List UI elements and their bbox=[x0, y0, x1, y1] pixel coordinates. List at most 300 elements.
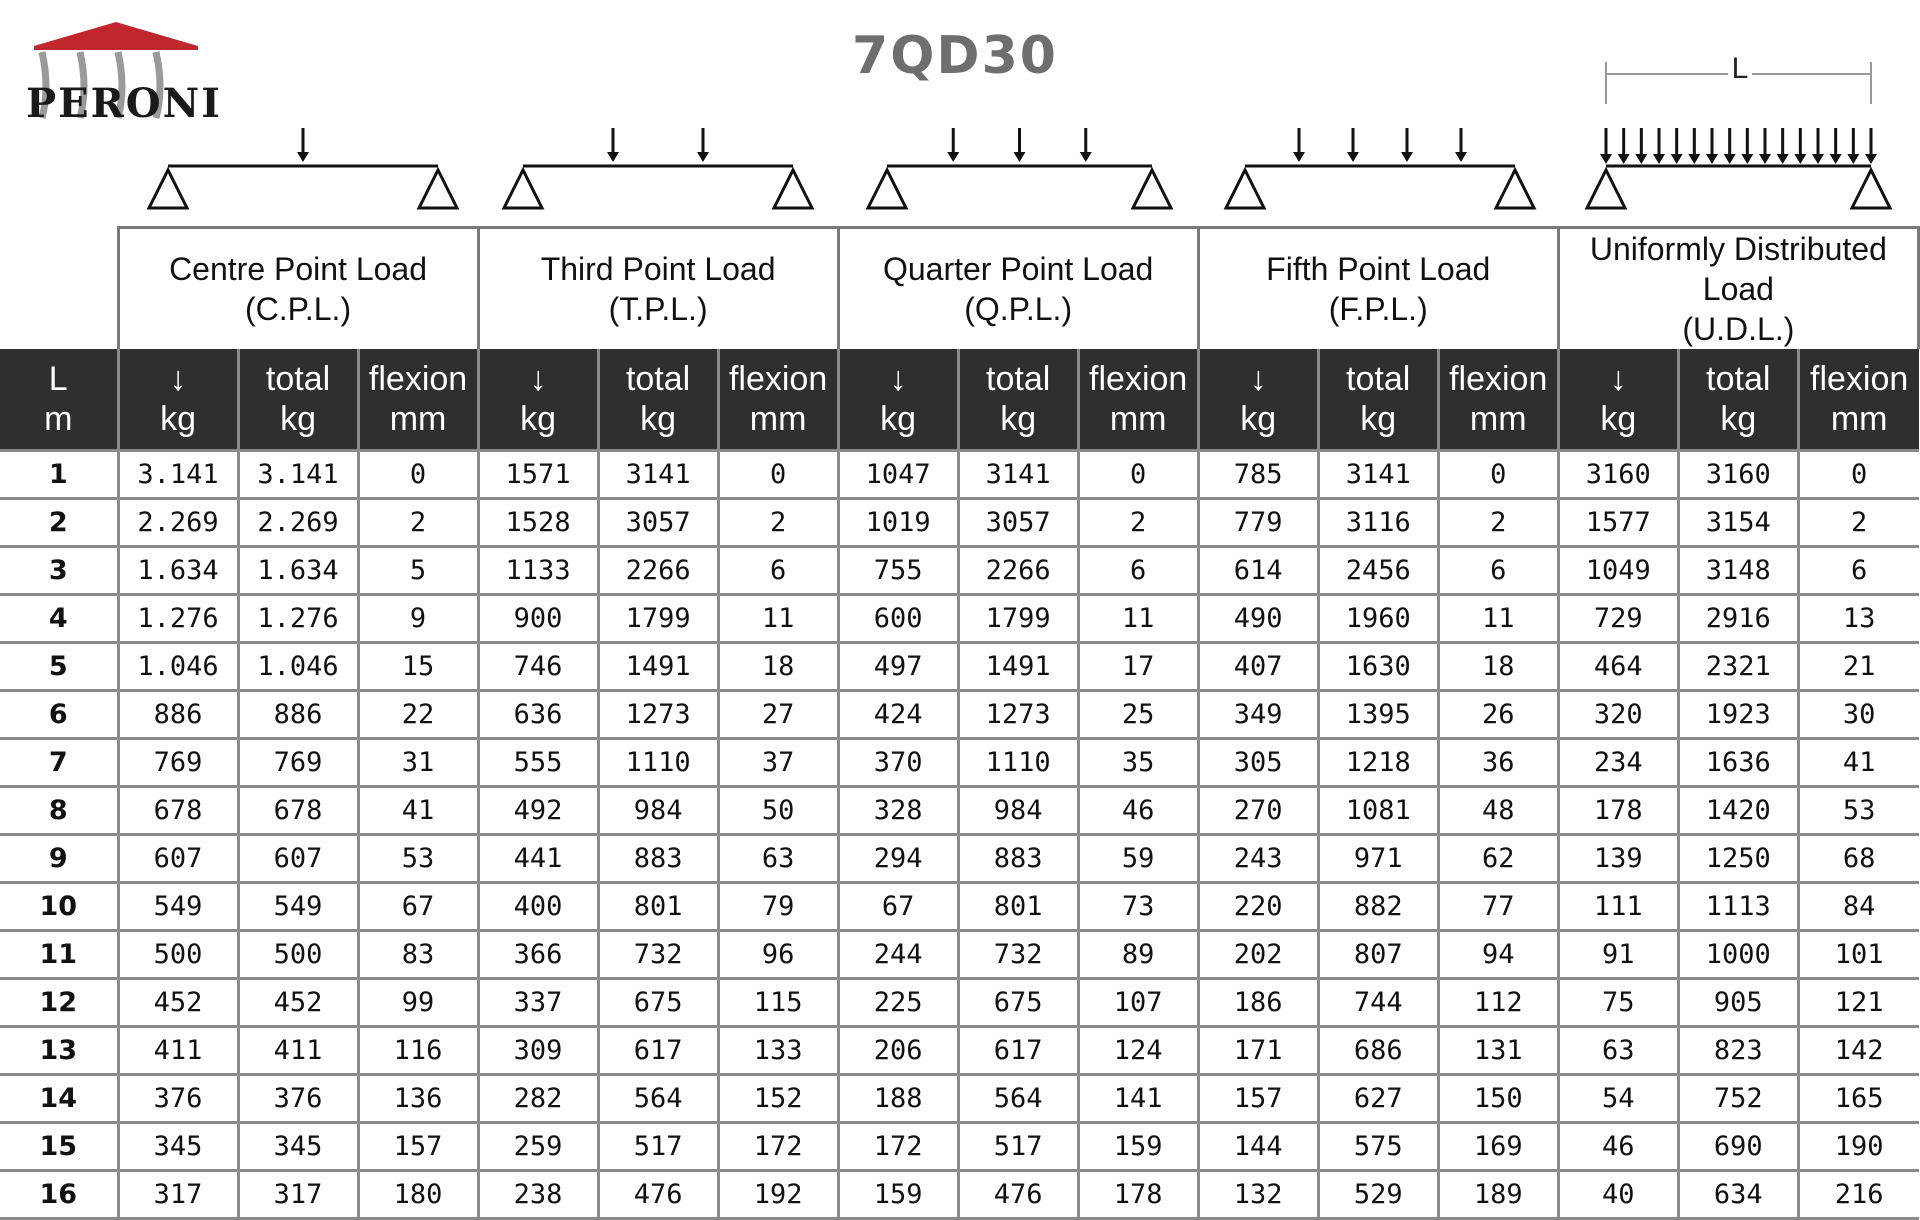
span-length-cell: 5 bbox=[0, 643, 118, 691]
total-cell: 3148 bbox=[1678, 547, 1798, 595]
col-header-flexion bbox=[718, 349, 838, 451]
table-row bbox=[0, 787, 1919, 835]
table-row bbox=[0, 451, 1919, 499]
span-length-cell: 12 bbox=[0, 979, 118, 1027]
flexion-cell: 17 bbox=[1078, 643, 1198, 691]
flexion-cell: 35 bbox=[1078, 739, 1198, 787]
load-cell: 54 bbox=[1558, 1075, 1678, 1123]
flexion-cell: 2 bbox=[1438, 499, 1558, 547]
flexion-cell: 141 bbox=[1078, 1075, 1198, 1123]
total-cell: 1420 bbox=[1678, 787, 1798, 835]
load-cell: 1571 bbox=[478, 451, 598, 499]
total-cell: 2916 bbox=[1678, 595, 1798, 643]
total-cell: 752 bbox=[1678, 1075, 1798, 1123]
total-cell: 376 bbox=[238, 1075, 358, 1123]
flexion-cell: 48 bbox=[1438, 787, 1558, 835]
load-cell: 186 bbox=[1198, 979, 1318, 1027]
load-cell: 769 bbox=[118, 739, 238, 787]
group-abbr: (T.P.L.) bbox=[608, 291, 708, 327]
load-cell: 1.634 bbox=[118, 547, 238, 595]
load-cell: 91 bbox=[1558, 931, 1678, 979]
flexion-cell: 124 bbox=[1078, 1027, 1198, 1075]
load-cell: 282 bbox=[478, 1075, 598, 1123]
load-cell: 779 bbox=[1198, 499, 1318, 547]
table-body bbox=[0, 451, 1919, 1219]
load-cell: 492 bbox=[478, 787, 598, 835]
flexion-cell: 6 bbox=[1438, 547, 1558, 595]
total-cell: 634 bbox=[1678, 1171, 1798, 1219]
load-case-header-row bbox=[0, 228, 1919, 350]
flexion-cell: 15 bbox=[358, 643, 478, 691]
flexion-cell: 36 bbox=[1438, 739, 1558, 787]
col-header-flexion-label: flexion bbox=[1089, 360, 1188, 398]
flexion-cell: 115 bbox=[718, 979, 838, 1027]
flexion-cell: 41 bbox=[1798, 739, 1918, 787]
col-header-total-unit: kg bbox=[1000, 400, 1037, 438]
down-arrow-icon: ↓ bbox=[529, 360, 547, 398]
load-cell: 317 bbox=[118, 1171, 238, 1219]
col-header-flexion bbox=[358, 349, 478, 451]
total-cell: 675 bbox=[598, 979, 718, 1027]
total-cell: 3141 bbox=[958, 451, 1078, 499]
load-cell: 464 bbox=[1558, 643, 1678, 691]
down-arrow-icon: ↓ bbox=[169, 360, 187, 398]
down-arrow-icon bbox=[1014, 152, 1026, 162]
table-row bbox=[0, 643, 1919, 691]
flexion-cell: 67 bbox=[358, 883, 478, 931]
col-header-load-unit: kg bbox=[160, 400, 196, 438]
load-cell: 886 bbox=[118, 691, 238, 739]
col-header-load bbox=[838, 349, 958, 451]
flexion-cell: 77 bbox=[1438, 883, 1558, 931]
load-table-wrap bbox=[0, 226, 1920, 1220]
down-arrow-icon: ↓ bbox=[1609, 360, 1627, 398]
span-length-label: L bbox=[1728, 52, 1752, 86]
col-header-total-label: total bbox=[265, 360, 331, 398]
flexion-cell: 6 bbox=[1078, 547, 1198, 595]
flexion-cell: 53 bbox=[1798, 787, 1918, 835]
table-row bbox=[0, 1123, 1919, 1171]
down-arrow-icon: ↓ bbox=[889, 360, 907, 398]
total-cell: 905 bbox=[1678, 979, 1798, 1027]
col-header-total-label: total bbox=[1706, 360, 1771, 398]
load-cell: 188 bbox=[838, 1075, 958, 1123]
load-cell: 1019 bbox=[838, 499, 958, 547]
col-header-flexion-label: flexion bbox=[728, 360, 828, 398]
load-cell: 349 bbox=[1198, 691, 1318, 739]
load-cell: 1.046 bbox=[118, 643, 238, 691]
col-header-total-unit: kg bbox=[640, 400, 677, 438]
col-header-total-unit: kg bbox=[280, 400, 316, 438]
col-header-total-unit: kg bbox=[1360, 400, 1397, 438]
flexion-cell: 27 bbox=[718, 691, 838, 739]
load-cell: 337 bbox=[478, 979, 598, 1027]
flexion-cell: 96 bbox=[718, 931, 838, 979]
total-cell: 675 bbox=[958, 979, 1078, 1027]
load-cell: 497 bbox=[838, 643, 958, 691]
flexion-cell: 84 bbox=[1798, 883, 1918, 931]
flexion-cell: 25 bbox=[1078, 691, 1198, 739]
total-cell: 617 bbox=[958, 1027, 1078, 1075]
load-cell: 206 bbox=[838, 1027, 958, 1075]
down-arrow-icon bbox=[1759, 154, 1771, 164]
total-cell: 317 bbox=[238, 1171, 358, 1219]
col-header-load bbox=[118, 349, 238, 451]
total-cell: 2266 bbox=[598, 547, 718, 595]
load-cell: 614 bbox=[1198, 547, 1318, 595]
load-cell: 225 bbox=[838, 979, 958, 1027]
total-cell: 476 bbox=[958, 1171, 1078, 1219]
total-cell: 686 bbox=[1318, 1027, 1438, 1075]
down-arrow-icon: ↓ bbox=[1249, 360, 1267, 398]
flexion-cell: 2 bbox=[1078, 499, 1198, 547]
col-header-flexion bbox=[1438, 349, 1558, 451]
load-cell: 636 bbox=[478, 691, 598, 739]
group-name: Quarter Point Load bbox=[882, 251, 1154, 287]
span-length-cell: 13 bbox=[0, 1027, 118, 1075]
table-row bbox=[0, 883, 1919, 931]
span-length-cell: 4 bbox=[0, 595, 118, 643]
load-cell: 220 bbox=[1198, 883, 1318, 931]
total-cell: 2321 bbox=[1678, 643, 1798, 691]
col-header-load-unit: kg bbox=[1240, 400, 1277, 438]
load-cell: 234 bbox=[1558, 739, 1678, 787]
load-cell: 132 bbox=[1198, 1171, 1318, 1219]
group-name: Third Point Load bbox=[540, 251, 776, 287]
load-cell: 746 bbox=[478, 643, 598, 691]
col-header-flexion-unit: mm bbox=[1469, 400, 1527, 438]
flexion-cell: 165 bbox=[1798, 1075, 1918, 1123]
load-cell: 376 bbox=[118, 1075, 238, 1123]
down-arrow-icon bbox=[1455, 152, 1467, 162]
table-row bbox=[0, 979, 1919, 1027]
load-cell: 75 bbox=[1558, 979, 1678, 1027]
flexion-cell: 0 bbox=[358, 451, 478, 499]
col-header-length-unit: m bbox=[44, 400, 73, 438]
col-header-load-unit: kg bbox=[880, 400, 917, 438]
load-cell: 309 bbox=[478, 1027, 598, 1075]
load-cell: 328 bbox=[838, 787, 958, 835]
total-cell: 984 bbox=[598, 787, 718, 835]
down-arrow-icon bbox=[1777, 154, 1789, 164]
total-cell: 345 bbox=[238, 1123, 358, 1171]
total-cell: 732 bbox=[958, 931, 1078, 979]
total-cell: 1273 bbox=[598, 691, 718, 739]
down-arrow-icon bbox=[1653, 154, 1665, 164]
flexion-cell: 190 bbox=[1798, 1123, 1918, 1171]
total-cell: 1113 bbox=[1678, 883, 1798, 931]
total-cell: 1491 bbox=[598, 643, 718, 691]
span-length-cell: 14 bbox=[0, 1075, 118, 1123]
down-arrow-icon bbox=[1741, 154, 1753, 164]
down-arrow-icon bbox=[1618, 154, 1630, 164]
flexion-cell: 94 bbox=[1438, 931, 1558, 979]
down-arrow-icon bbox=[1706, 154, 1718, 164]
flexion-cell: 131 bbox=[1438, 1027, 1558, 1075]
flexion-cell: 142 bbox=[1798, 1027, 1918, 1075]
col-header-load bbox=[1558, 349, 1678, 451]
total-cell: 1218 bbox=[1318, 739, 1438, 787]
table-row bbox=[0, 931, 1919, 979]
load-cell: 63 bbox=[1558, 1027, 1678, 1075]
load-cell: 3160 bbox=[1558, 451, 1678, 499]
span-length-cell: 8 bbox=[0, 787, 118, 835]
flexion-cell: 9 bbox=[358, 595, 478, 643]
total-cell: 2266 bbox=[958, 547, 1078, 595]
total-cell: 1.634 bbox=[238, 547, 358, 595]
flexion-cell: 68 bbox=[1798, 835, 1918, 883]
down-arrow-icon bbox=[1635, 154, 1647, 164]
col-header-flexion bbox=[1078, 349, 1198, 451]
total-cell: 411 bbox=[238, 1027, 358, 1075]
span-length-cell: 9 bbox=[0, 835, 118, 883]
flexion-cell: 112 bbox=[1438, 979, 1558, 1027]
load-cell: 600 bbox=[838, 595, 958, 643]
column-header-row bbox=[0, 349, 1919, 451]
flexion-cell: 133 bbox=[718, 1027, 838, 1075]
col-header-flexion-unit: mm bbox=[389, 400, 447, 438]
total-cell: 517 bbox=[598, 1123, 718, 1171]
total-cell: 1923 bbox=[1678, 691, 1798, 739]
col-header-total-label: total bbox=[986, 360, 1051, 398]
load-cell: 1047 bbox=[838, 451, 958, 499]
total-cell: 3141 bbox=[598, 451, 718, 499]
table-row bbox=[0, 691, 1919, 739]
col-header-flexion-label: flexion bbox=[1810, 360, 1909, 398]
total-cell: 564 bbox=[958, 1075, 1078, 1123]
load-cell: 40 bbox=[1558, 1171, 1678, 1219]
flexion-cell: 83 bbox=[358, 931, 478, 979]
table-row bbox=[0, 499, 1919, 547]
group-name: Fifth Point Load bbox=[1266, 251, 1491, 287]
table-row bbox=[0, 547, 1919, 595]
load-table bbox=[0, 226, 1920, 1220]
load-cell: 2.269 bbox=[118, 499, 238, 547]
load-cell: 159 bbox=[838, 1171, 958, 1219]
support-triangle-icon bbox=[504, 170, 542, 208]
table-row bbox=[0, 1075, 1919, 1123]
flexion-cell: 178 bbox=[1078, 1171, 1198, 1219]
load-cell: 785 bbox=[1198, 451, 1318, 499]
load-cell: 171 bbox=[1198, 1027, 1318, 1075]
total-cell: 971 bbox=[1318, 835, 1438, 883]
col-header-total bbox=[1318, 349, 1438, 451]
col-header-length bbox=[0, 349, 118, 451]
down-arrow-icon bbox=[297, 152, 309, 162]
flexion-cell: 13 bbox=[1798, 595, 1918, 643]
total-cell: 801 bbox=[958, 883, 1078, 931]
total-cell: 452 bbox=[238, 979, 358, 1027]
col-header-load bbox=[1198, 349, 1318, 451]
support-triangle-icon bbox=[774, 170, 812, 208]
flexion-cell: 30 bbox=[1798, 691, 1918, 739]
group-header-qpl bbox=[838, 228, 1198, 350]
col-header-length-label: L bbox=[48, 360, 68, 398]
total-cell: 1110 bbox=[958, 739, 1078, 787]
total-cell: 2456 bbox=[1318, 547, 1438, 595]
total-cell: 3141 bbox=[1318, 451, 1438, 499]
total-cell: 744 bbox=[1318, 979, 1438, 1027]
load-cell: 370 bbox=[838, 739, 958, 787]
total-cell: 500 bbox=[238, 931, 358, 979]
total-cell: 882 bbox=[1318, 883, 1438, 931]
down-arrow-icon bbox=[1847, 154, 1859, 164]
col-header-total bbox=[598, 349, 718, 451]
load-cell: 1528 bbox=[478, 499, 598, 547]
total-cell: 883 bbox=[598, 835, 718, 883]
col-header-total-label: total bbox=[1346, 360, 1411, 398]
load-cell: 270 bbox=[1198, 787, 1318, 835]
total-cell: 1630 bbox=[1318, 643, 1438, 691]
col-header-flexion-unit: mm bbox=[749, 400, 807, 438]
flexion-cell: 0 bbox=[718, 451, 838, 499]
total-cell: 564 bbox=[598, 1075, 718, 1123]
flexion-cell: 31 bbox=[358, 739, 478, 787]
total-cell: 1799 bbox=[958, 595, 1078, 643]
table-row bbox=[0, 1027, 1919, 1075]
table-row bbox=[0, 835, 1919, 883]
span-length-cell: 2 bbox=[0, 499, 118, 547]
flexion-cell: 41 bbox=[358, 787, 478, 835]
down-arrow-icon bbox=[1347, 152, 1359, 162]
load-cell: 755 bbox=[838, 547, 958, 595]
page-title: 7QD30 bbox=[852, 26, 1058, 86]
flexion-cell: 99 bbox=[358, 979, 478, 1027]
group-header-udl bbox=[1558, 228, 1918, 350]
total-cell: 3057 bbox=[598, 499, 718, 547]
flexion-cell: 0 bbox=[1438, 451, 1558, 499]
down-arrow-icon bbox=[1688, 154, 1700, 164]
total-cell: 627 bbox=[1318, 1075, 1438, 1123]
total-cell: 1000 bbox=[1678, 931, 1798, 979]
load-cell: 46 bbox=[1558, 1123, 1678, 1171]
flexion-cell: 18 bbox=[718, 643, 838, 691]
flexion-cell: 62 bbox=[1438, 835, 1558, 883]
group-abbr: (C.P.L.) bbox=[244, 291, 352, 327]
load-cell: 490 bbox=[1198, 595, 1318, 643]
flexion-cell: 18 bbox=[1438, 643, 1558, 691]
span-length-cell: 3 bbox=[0, 547, 118, 595]
col-header-flexion-unit: mm bbox=[1830, 400, 1888, 438]
total-cell: 886 bbox=[238, 691, 358, 739]
load-cell: 243 bbox=[1198, 835, 1318, 883]
total-cell: 732 bbox=[598, 931, 718, 979]
span-length-cell: 16 bbox=[0, 1171, 118, 1219]
support-triangle-icon bbox=[868, 170, 906, 208]
flexion-cell: 53 bbox=[358, 835, 478, 883]
col-header-flexion-label: flexion bbox=[368, 360, 468, 398]
load-cell: 900 bbox=[478, 595, 598, 643]
down-arrow-icon bbox=[1401, 152, 1413, 162]
total-cell: 1799 bbox=[598, 595, 718, 643]
total-cell: 476 bbox=[598, 1171, 718, 1219]
load-cell: 1133 bbox=[478, 547, 598, 595]
support-triangle-icon bbox=[419, 170, 457, 208]
total-cell: 529 bbox=[1318, 1171, 1438, 1219]
peroni-logo bbox=[20, 18, 222, 128]
flexion-cell: 21 bbox=[1798, 643, 1918, 691]
flexion-cell: 152 bbox=[718, 1075, 838, 1123]
load-cell: 202 bbox=[1198, 931, 1318, 979]
flexion-cell: 189 bbox=[1438, 1171, 1558, 1219]
load-cell: 320 bbox=[1558, 691, 1678, 739]
total-cell: 1491 bbox=[958, 643, 1078, 691]
load-cell: 172 bbox=[838, 1123, 958, 1171]
span-length-cell: 10 bbox=[0, 883, 118, 931]
down-arrow-icon bbox=[1671, 154, 1683, 164]
total-cell: 517 bbox=[958, 1123, 1078, 1171]
load-cell: 1049 bbox=[1558, 547, 1678, 595]
col-header-load bbox=[478, 349, 598, 451]
support-triangle-icon bbox=[1496, 170, 1534, 208]
col-header-flexion-unit: mm bbox=[1109, 400, 1167, 438]
down-arrow-icon bbox=[1830, 154, 1842, 164]
flexion-cell: 216 bbox=[1798, 1171, 1918, 1219]
flexion-cell: 73 bbox=[1078, 883, 1198, 931]
down-arrow-icon bbox=[1794, 154, 1806, 164]
col-header-total bbox=[958, 349, 1078, 451]
flexion-cell: 157 bbox=[358, 1123, 478, 1171]
load-cell: 294 bbox=[838, 835, 958, 883]
load-cell: 407 bbox=[1198, 643, 1318, 691]
col-header-total-unit: kg bbox=[1720, 400, 1757, 438]
total-cell: 3154 bbox=[1678, 499, 1798, 547]
flexion-cell: 116 bbox=[358, 1027, 478, 1075]
total-cell: 984 bbox=[958, 787, 1078, 835]
col-header-flexion-label: flexion bbox=[1449, 360, 1548, 398]
flexion-cell: 136 bbox=[358, 1075, 478, 1123]
down-arrow-icon bbox=[1812, 154, 1824, 164]
flexion-cell: 159 bbox=[1078, 1123, 1198, 1171]
total-cell: 1.276 bbox=[238, 595, 358, 643]
down-arrow-icon bbox=[1724, 154, 1736, 164]
support-triangle-icon bbox=[1133, 170, 1171, 208]
table-row bbox=[0, 595, 1919, 643]
load-cell: 1577 bbox=[1558, 499, 1678, 547]
span-length-cell: 15 bbox=[0, 1123, 118, 1171]
group-name: Centre Point Load bbox=[169, 251, 428, 287]
total-cell: 549 bbox=[238, 883, 358, 931]
corner-cell bbox=[0, 228, 118, 350]
total-cell: 607 bbox=[238, 835, 358, 883]
support-triangle-icon bbox=[1226, 170, 1264, 208]
total-cell: 1636 bbox=[1678, 739, 1798, 787]
load-cell: 366 bbox=[478, 931, 598, 979]
flexion-cell: 121 bbox=[1798, 979, 1918, 1027]
flexion-cell: 150 bbox=[1438, 1075, 1558, 1123]
load-cell: 607 bbox=[118, 835, 238, 883]
flexion-cell: 2 bbox=[718, 499, 838, 547]
total-cell: 807 bbox=[1318, 931, 1438, 979]
load-cell: 305 bbox=[1198, 739, 1318, 787]
flexion-cell: 180 bbox=[358, 1171, 478, 1219]
span-length-cell: 6 bbox=[0, 691, 118, 739]
total-cell: 823 bbox=[1678, 1027, 1798, 1075]
group-header-cpl bbox=[118, 228, 478, 350]
total-cell: 1960 bbox=[1318, 595, 1438, 643]
span-length-cell: 7 bbox=[0, 739, 118, 787]
col-header-load-unit: kg bbox=[520, 400, 557, 438]
col-header-load-unit: kg bbox=[1600, 400, 1637, 438]
table-row bbox=[0, 1171, 1919, 1219]
flexion-cell: 89 bbox=[1078, 931, 1198, 979]
load-cell: 238 bbox=[478, 1171, 598, 1219]
load-cell: 549 bbox=[118, 883, 238, 931]
total-cell: 1395 bbox=[1318, 691, 1438, 739]
down-arrow-icon bbox=[1600, 154, 1612, 164]
down-arrow-icon bbox=[947, 152, 959, 162]
flexion-cell: 79 bbox=[718, 883, 838, 931]
